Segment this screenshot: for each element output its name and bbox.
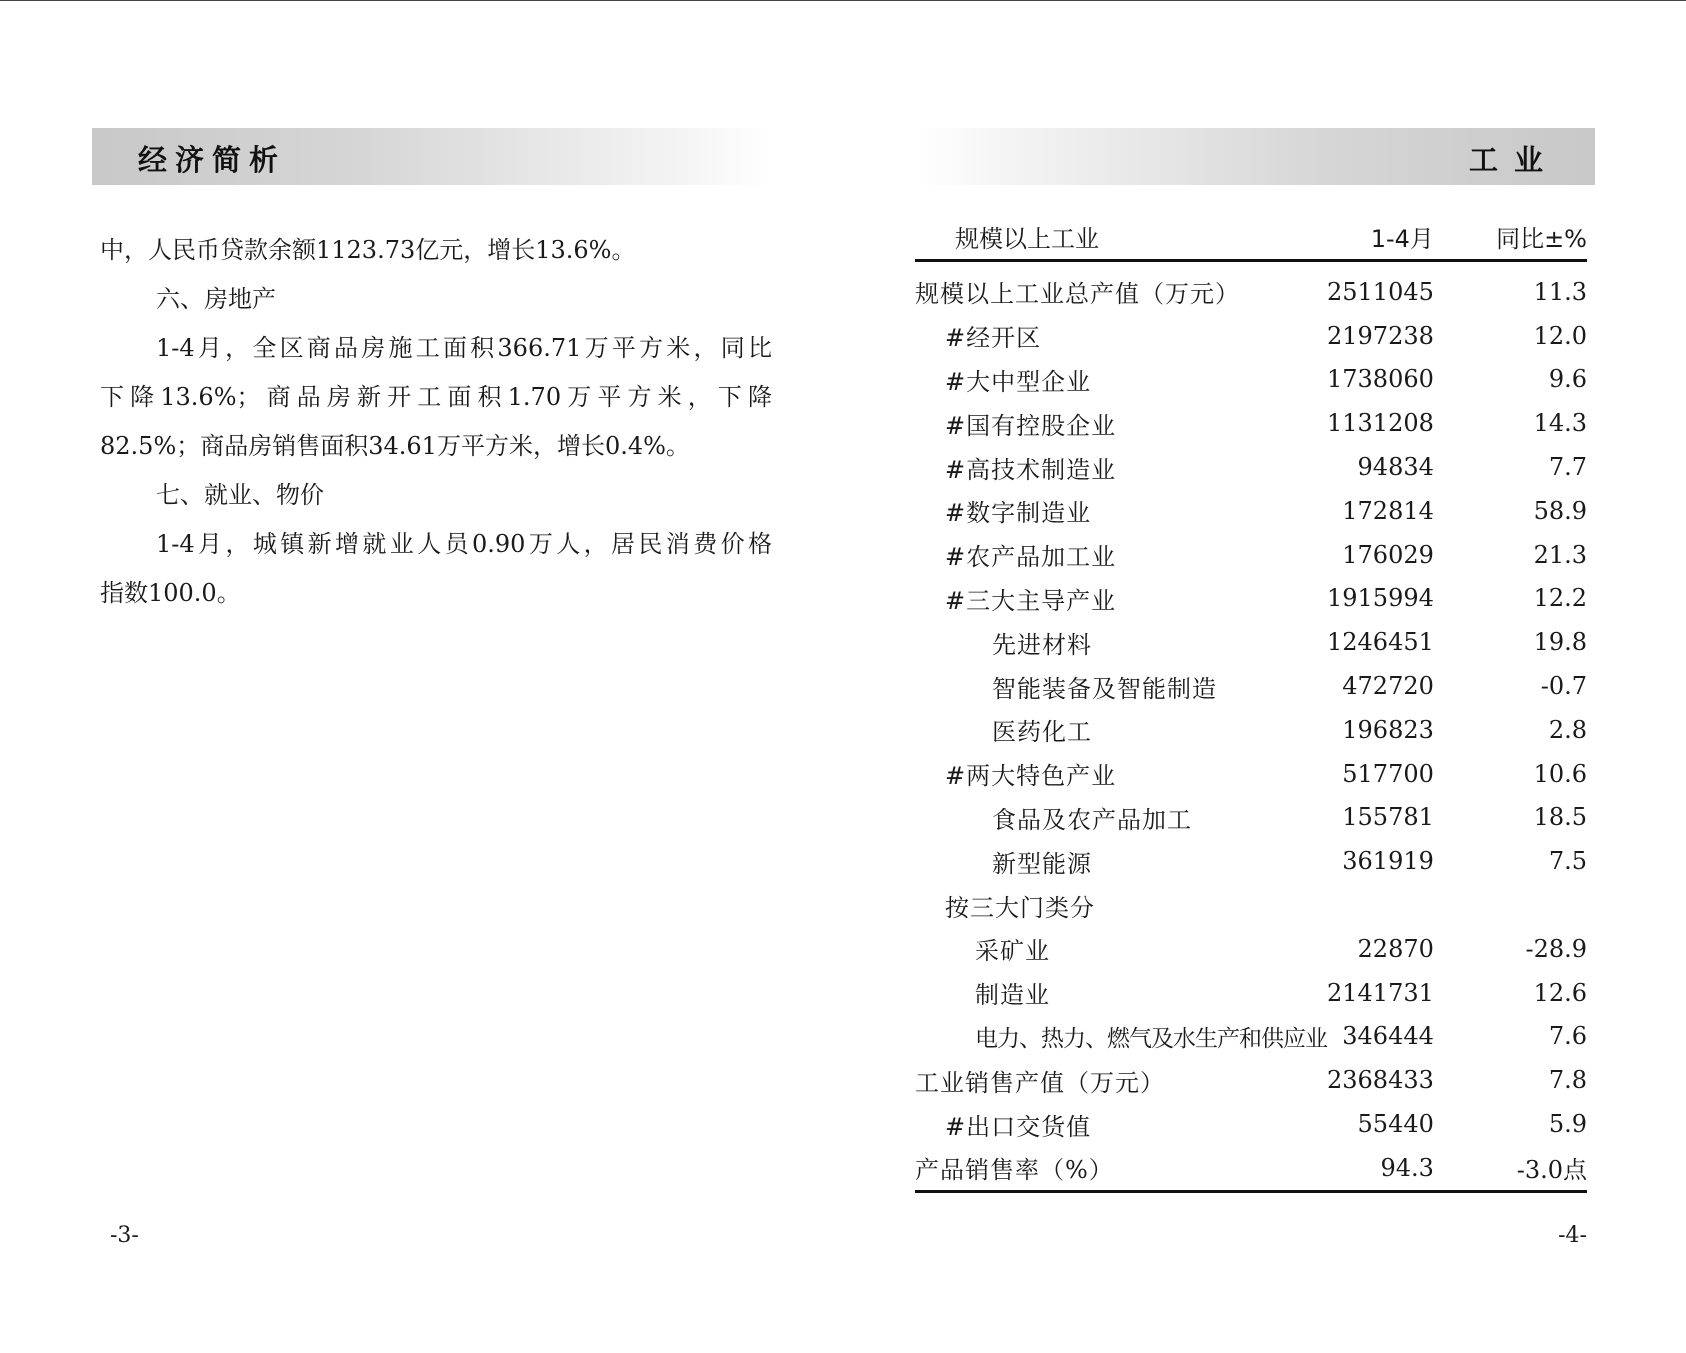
row-jan-apr-value: 472720 bbox=[1342, 672, 1434, 701]
row-jan-apr-value: 1738060 bbox=[1327, 365, 1434, 394]
paragraph-real-estate-line3: 82.5%；商品房销售面积34.61万平方米，增长0.4%。 bbox=[100, 432, 690, 460]
row-yoy-change: 18.5 bbox=[1533, 803, 1587, 832]
row-jan-apr-value: 155781 bbox=[1342, 803, 1434, 832]
row-yoy-change: 12.6 bbox=[1533, 978, 1587, 1007]
row-yoy-change: 21.3 bbox=[1533, 540, 1587, 569]
row-jan-apr-value: 22870 bbox=[1357, 934, 1434, 963]
paragraph-real-estate-line1: 1-4月，全区商品房施工面积366.71万平方米，同比 bbox=[156, 334, 772, 362]
paragraph-employment-line1: 1-4月，城镇新增就业人员0.90万人，居民消费价格 bbox=[156, 530, 772, 558]
row-jan-apr-value: 176029 bbox=[1342, 540, 1434, 569]
table-row bbox=[915, 883, 1587, 927]
left-page-number: -3- bbox=[110, 1223, 139, 1248]
row-yoy-change: 12.0 bbox=[1533, 321, 1587, 350]
row-yoy-change: 5.9 bbox=[1548, 1110, 1587, 1139]
row-jan-apr-value: 2197238 bbox=[1327, 321, 1434, 350]
row-jan-apr-value: 1246451 bbox=[1327, 628, 1434, 657]
row-indicator-name: 采矿业 bbox=[975, 937, 1050, 966]
table-row bbox=[915, 533, 1587, 577]
row-indicator-name: 智能装备及智能制造 bbox=[992, 674, 1217, 703]
row-indicator-name: #经开区 bbox=[945, 324, 1042, 353]
row-indicator-name: 规模以上工业总产值（万元） bbox=[915, 280, 1240, 309]
row-indicator-name: #出口交货值 bbox=[945, 1112, 1092, 1141]
row-yoy-change: 19.8 bbox=[1533, 628, 1587, 657]
column-header-yoy: 同比±% bbox=[1434, 213, 1587, 261]
row-jan-apr-value: 196823 bbox=[1342, 715, 1434, 744]
row-yoy-change: 10.6 bbox=[1533, 759, 1587, 788]
row-indicator-name: 按三大门类分 bbox=[945, 893, 1095, 922]
table-row bbox=[915, 1102, 1587, 1146]
table-row bbox=[915, 1058, 1587, 1102]
row-jan-apr-value: 2368433 bbox=[1327, 1066, 1434, 1095]
row-indicator-name: #三大主导产业 bbox=[945, 586, 1117, 615]
left-header-band bbox=[92, 128, 772, 185]
industry-table bbox=[915, 213, 1587, 1193]
left-page-body bbox=[100, 226, 772, 618]
row-indicator-name: #农产品加工业 bbox=[945, 543, 1117, 572]
row-yoy-change: 2.8 bbox=[1548, 715, 1587, 744]
row-jan-apr-value: 55440 bbox=[1357, 1110, 1434, 1139]
row-indicator-name: 工业销售产值（万元） bbox=[915, 1068, 1165, 1097]
right-header-title: 工业 bbox=[1468, 143, 1559, 177]
section-heading-employment: 七、就业、物价 bbox=[156, 481, 324, 509]
row-yoy-change: 7.6 bbox=[1548, 1022, 1587, 1051]
row-indicator-name: 食品及农产品加工 bbox=[992, 805, 1192, 834]
paragraph-real-estate-line2: 下降13.6%；商品房新开工面积1.70万平方米，下降 bbox=[100, 383, 772, 411]
right-header-band bbox=[916, 128, 1595, 185]
row-yoy-change: 7.8 bbox=[1548, 1066, 1587, 1095]
row-jan-apr-value: 1915994 bbox=[1327, 584, 1434, 613]
paragraph-employment-line2: 指数100.0。 bbox=[100, 579, 241, 607]
row-jan-apr-value: 2141731 bbox=[1327, 978, 1434, 1007]
table-row bbox=[915, 577, 1587, 621]
row-indicator-name: #大中型企业 bbox=[945, 367, 1092, 396]
table-row bbox=[915, 261, 1587, 314]
table-row bbox=[915, 620, 1587, 664]
table-row bbox=[915, 489, 1587, 533]
row-yoy-change: 7.7 bbox=[1548, 453, 1587, 482]
row-jan-apr-value: 2511045 bbox=[1327, 277, 1434, 306]
row-yoy-change: -3.0点 bbox=[1434, 1146, 1587, 1191]
table-row bbox=[915, 358, 1587, 402]
row-yoy-change: 12.2 bbox=[1533, 584, 1587, 613]
row-indicator-name: 先进材料 bbox=[992, 630, 1092, 659]
row-jan-apr-value: 517700 bbox=[1342, 759, 1434, 788]
table-row bbox=[915, 314, 1587, 358]
table-row bbox=[915, 1146, 1587, 1191]
table-row bbox=[915, 1015, 1587, 1059]
row-indicator-name: #两大特色产业 bbox=[945, 762, 1117, 791]
table-row bbox=[915, 839, 1587, 883]
row-indicator-name: 制造业 bbox=[975, 981, 1050, 1010]
row-jan-apr-value: 172814 bbox=[1342, 496, 1434, 525]
row-indicator-name: #数字制造业 bbox=[945, 499, 1092, 528]
row-indicator-name: 新型能源 bbox=[992, 849, 1092, 878]
table-row bbox=[915, 401, 1587, 445]
column-header-indicator: 规模以上工业 bbox=[915, 213, 1327, 261]
table-row bbox=[915, 796, 1587, 840]
row-yoy-change: 58.9 bbox=[1533, 496, 1587, 525]
table-row bbox=[915, 664, 1587, 708]
row-yoy-change bbox=[1434, 883, 1587, 927]
row-jan-apr-value: 1131208 bbox=[1327, 409, 1434, 438]
row-indicator-name: #高技术制造业 bbox=[945, 455, 1117, 484]
row-yoy-change: 11.3 bbox=[1533, 277, 1587, 306]
row-indicator-name: 电力、热力、燃气及水生产和供应业 bbox=[975, 1025, 1327, 1052]
row-indicator-name: #国有控股企业 bbox=[945, 411, 1117, 440]
table-row bbox=[915, 752, 1587, 796]
row-jan-apr-value: 361919 bbox=[1342, 847, 1434, 876]
row-yoy-change: -0.7 bbox=[1540, 672, 1587, 701]
row-yoy-change: 7.5 bbox=[1548, 847, 1587, 876]
row-yoy-change: -28.9 bbox=[1525, 934, 1587, 963]
row-yoy-change: 9.6 bbox=[1548, 365, 1587, 394]
table-body bbox=[915, 261, 1587, 1192]
column-header-jan-apr: 1-4月 bbox=[1327, 213, 1434, 261]
table-row bbox=[915, 927, 1587, 971]
table-row bbox=[915, 445, 1587, 489]
table-row bbox=[915, 708, 1587, 752]
row-indicator-name: 医药化工 bbox=[992, 718, 1092, 747]
row-jan-apr-value: 346444 bbox=[1342, 1022, 1434, 1051]
row-jan-apr-value: 94.3 bbox=[1327, 1146, 1434, 1191]
table-header-row bbox=[915, 213, 1587, 261]
row-jan-apr-value bbox=[1327, 883, 1434, 927]
section-heading-real-estate: 六、房地产 bbox=[156, 285, 276, 313]
row-indicator-name: 产品销售率（%） bbox=[915, 1146, 1327, 1191]
right-page-number: -4- bbox=[1558, 1223, 1587, 1248]
left-header-title: 经济简析 bbox=[138, 143, 287, 177]
row-yoy-change: 14.3 bbox=[1533, 409, 1587, 438]
table-row bbox=[915, 971, 1587, 1015]
paragraph-loans: 中，人民币贷款余额1123.73亿元，增长13.6%。 bbox=[100, 236, 636, 264]
row-jan-apr-value: 94834 bbox=[1357, 453, 1434, 482]
